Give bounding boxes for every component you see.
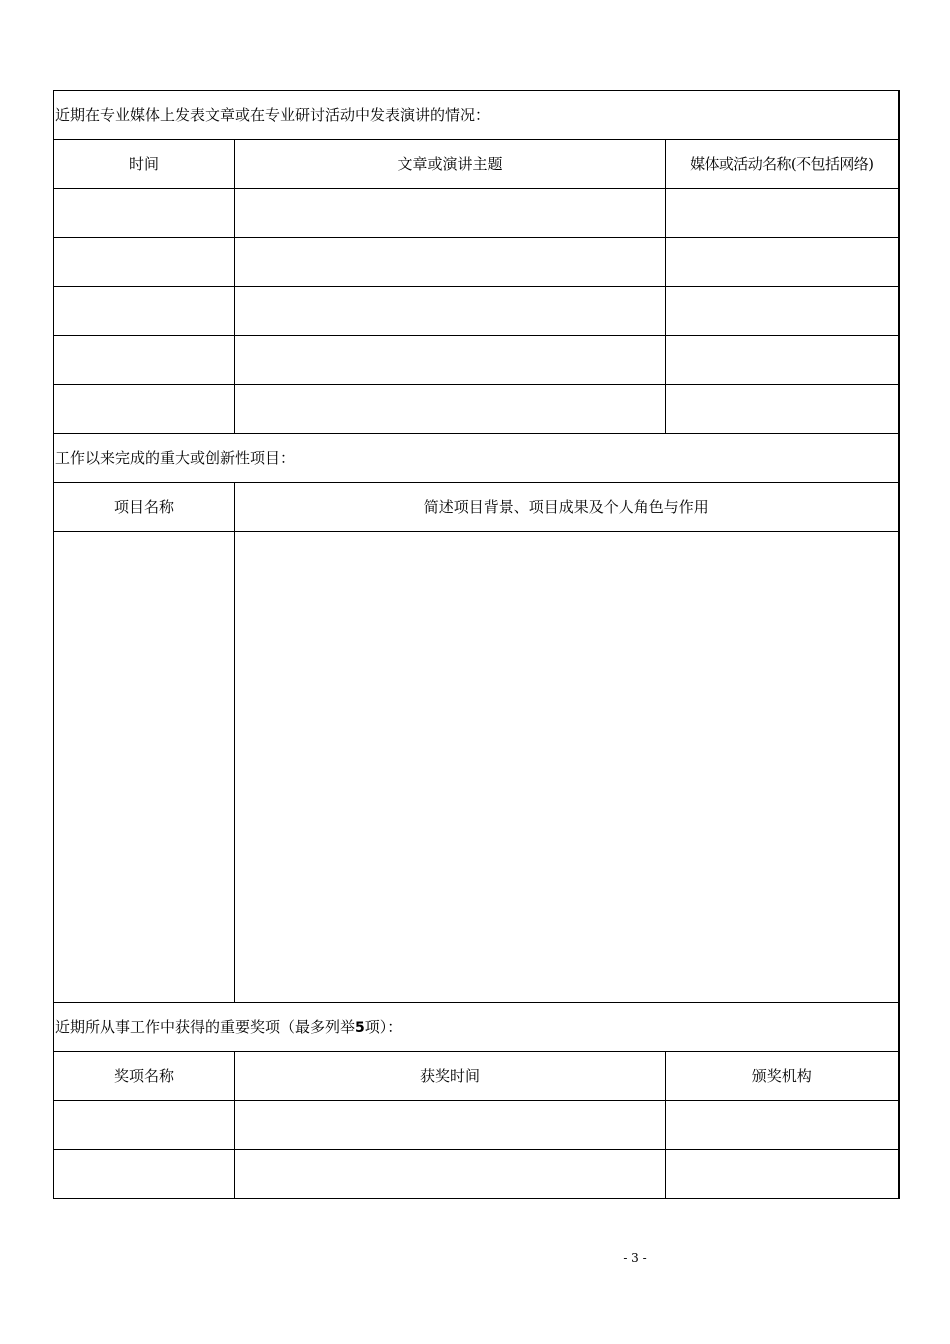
media-venue-cell[interactable] xyxy=(666,287,899,336)
media-col-topic: 文章或演讲主题 xyxy=(235,140,666,189)
media-col-venue: 媒体或活动名称(不包括网络) xyxy=(666,140,899,189)
media-topic-cell[interactable] xyxy=(235,385,666,434)
award-header-row xyxy=(54,1052,899,1101)
media-topic-cell[interactable] xyxy=(235,336,666,385)
table-row xyxy=(54,287,899,336)
page-number: - 3 - xyxy=(623,1251,647,1265)
media-topic-cell[interactable] xyxy=(235,238,666,287)
project-col-name: 项目名称 xyxy=(54,483,235,532)
award-date-cell[interactable] xyxy=(235,1150,666,1199)
award-name-cell[interactable] xyxy=(54,1101,235,1150)
award-name-cell[interactable] xyxy=(54,1150,235,1199)
award-col-issuer: 颁奖机构 xyxy=(666,1052,899,1101)
media-topic-cell[interactable] xyxy=(235,189,666,238)
media-venue-cell[interactable] xyxy=(666,336,899,385)
media-topic-cell[interactable] xyxy=(235,287,666,336)
award-col-date: 获奖时间 xyxy=(235,1052,666,1101)
media-section-heading: 近期在专业媒体上发表文章或在专业研讨活动中发表演讲的情况： xyxy=(54,91,899,140)
media-header-row xyxy=(54,140,899,189)
table-row xyxy=(54,238,899,287)
media-time-cell[interactable] xyxy=(54,385,235,434)
project-section-heading: 工作以来完成的重大或创新性项目： xyxy=(54,434,899,483)
media-venue-cell[interactable] xyxy=(666,385,899,434)
table-row xyxy=(54,1150,899,1199)
table-row xyxy=(54,1101,899,1150)
project-description-cell[interactable] xyxy=(235,532,899,1003)
media-venue-cell[interactable] xyxy=(666,189,899,238)
application-form-table xyxy=(53,90,900,1199)
award-section-heading-row xyxy=(54,1003,899,1052)
table-row xyxy=(54,336,899,385)
award-issuer-cell[interactable] xyxy=(666,1101,899,1150)
project-section-heading-row xyxy=(54,434,899,483)
project-header-row xyxy=(54,483,899,532)
media-col-time: 时间 xyxy=(54,140,235,189)
award-section-heading xyxy=(54,1003,899,1052)
award-heading-suffix: 项）： xyxy=(364,1017,403,1036)
media-section-heading-row xyxy=(54,91,899,140)
award-heading-prefix: 近期所从事工作中获得的重要奖项（最多列举 xyxy=(55,1017,356,1036)
award-issuer-cell[interactable] xyxy=(666,1150,899,1199)
award-col-name: 奖项名称 xyxy=(54,1052,235,1101)
media-time-cell[interactable] xyxy=(54,287,235,336)
media-time-cell[interactable] xyxy=(54,336,235,385)
media-time-cell[interactable] xyxy=(54,238,235,287)
media-time-cell[interactable] xyxy=(54,189,235,238)
award-date-cell[interactable] xyxy=(235,1101,666,1150)
media-venue-cell[interactable] xyxy=(666,238,899,287)
award-heading-count: 5 xyxy=(355,1019,365,1036)
project-col-description: 简述项目背景、项目成果及个人角色与作用 xyxy=(235,483,899,532)
table-row xyxy=(54,385,899,434)
table-row xyxy=(54,189,899,238)
project-name-cell[interactable] xyxy=(54,532,235,1003)
table-row xyxy=(54,532,899,1003)
